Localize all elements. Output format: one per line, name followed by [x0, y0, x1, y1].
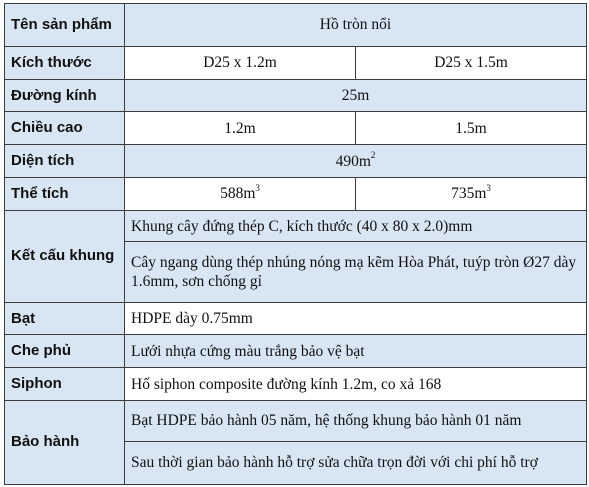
- row-warranty-1: [5, 400, 587, 441]
- value-product-name: Hồ tròn nổi: [125, 4, 587, 47]
- value-volume-1: [125, 177, 356, 210]
- volume-1-exponent: 3: [255, 183, 260, 194]
- row-size: [5, 46, 587, 79]
- label-area: Diện tích: [5, 145, 125, 178]
- value-area: [125, 145, 587, 178]
- label-siphon: Siphon: [5, 368, 125, 401]
- label-frame: Kết cấu khung: [5, 210, 125, 302]
- spec-table: [4, 3, 587, 485]
- row-area: [5, 145, 587, 178]
- value-frame-2: Cây ngang dùng thép nhúng nóng mạ kẽm Hòa Phát, tuýp tròn Ø27 dày 1.6mm, sơn chống gỉ: [125, 242, 587, 302]
- label-diameter: Đường kính: [5, 79, 125, 112]
- label-volume: Thể tích: [5, 177, 125, 210]
- volume-2-number: 735m: [451, 185, 487, 203]
- row-cover: [5, 335, 587, 368]
- value-warranty-2: Sau thời gian bảo hành hỗ trợ sửa chữa trọn đời với chi phí hỗ trợ: [125, 441, 587, 484]
- row-product-name: [5, 4, 587, 47]
- label-size: Kích thước: [5, 46, 125, 79]
- row-height: [5, 112, 587, 145]
- row-liner: [5, 302, 587, 335]
- value-frame-1: Khung cây đứng thép C, kích thước (40 x 80 x 2.0)mm: [125, 210, 587, 242]
- area-number: 490m: [335, 152, 371, 170]
- value-size-1: D25 x 1.2m: [125, 46, 356, 79]
- value-siphon: Hố siphon composite đường kính 1.2m, co xả 168: [125, 368, 587, 401]
- value-height-2: 1.5m: [356, 112, 587, 145]
- label-warranty: Bảo hành: [5, 400, 125, 484]
- label-liner: Bạt: [5, 302, 125, 335]
- label-cover: Che phủ: [5, 335, 125, 368]
- row-volume: [5, 177, 587, 210]
- row-siphon: [5, 368, 587, 401]
- area-exponent: 2: [370, 150, 376, 161]
- volume-2-exponent: 3: [486, 183, 491, 194]
- row-frame-1: [5, 210, 587, 242]
- value-size-2: D25 x 1.5m: [356, 46, 587, 79]
- value-warranty-1: Bạt HDPE bảo hành 05 năm, hệ thống khung bảo hành 01 năm: [125, 400, 587, 441]
- value-liner: HDPE dày 0.75mm: [125, 302, 587, 335]
- label-product-name: Tên sản phẩm: [5, 4, 125, 47]
- row-diameter: [5, 79, 587, 112]
- value-diameter: 25m: [125, 79, 587, 112]
- value-cover: Lưới nhựa cứng màu trắng bảo vệ bạt: [125, 335, 587, 368]
- label-height: Chiều cao: [5, 112, 125, 145]
- value-volume-2: [356, 177, 587, 210]
- value-height-1: 1.2m: [125, 112, 356, 145]
- volume-1-number: 588m: [220, 185, 256, 203]
